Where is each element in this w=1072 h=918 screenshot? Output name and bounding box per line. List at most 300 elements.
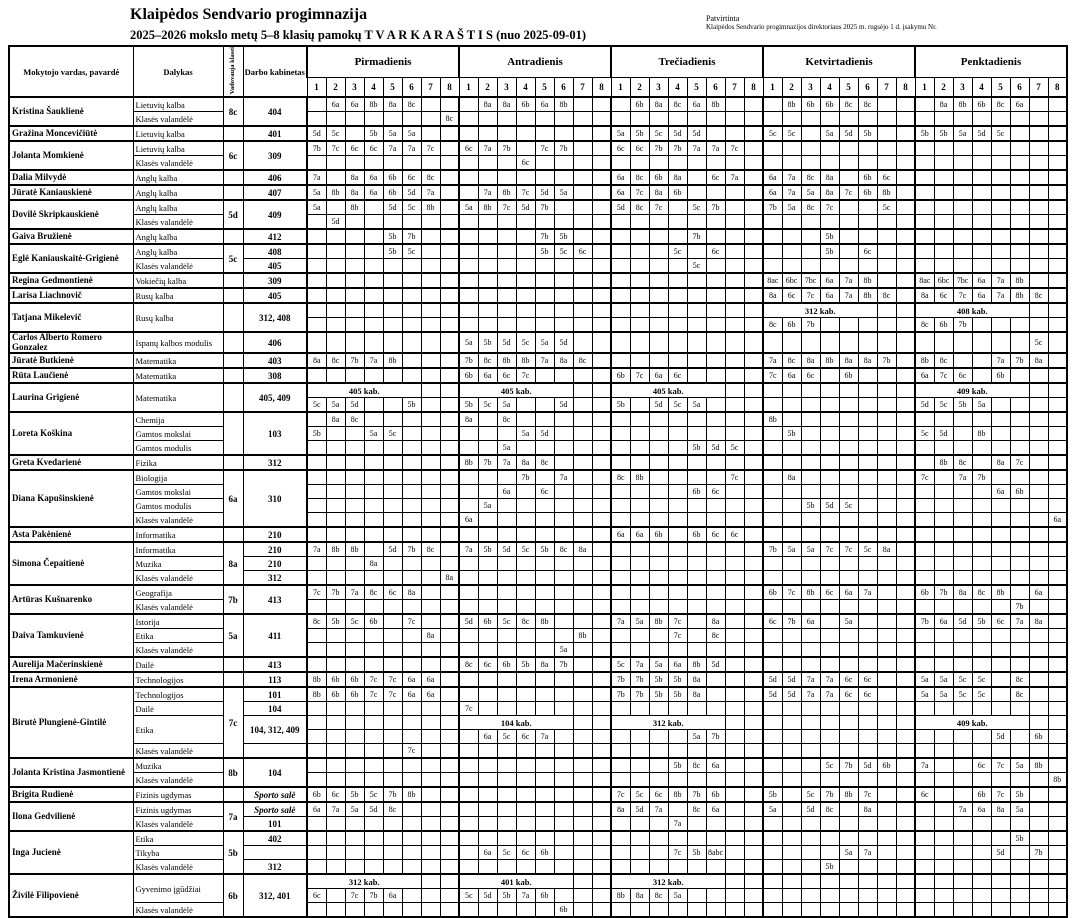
lesson-cell [1048,126,1067,141]
lesson-cell [839,716,858,730]
lesson-cell [972,185,991,200]
lesson-cell [782,744,801,759]
lesson-cell [497,318,516,333]
lesson-cell [915,485,934,499]
lesson-cell [877,860,896,875]
lesson-cell [877,427,896,441]
cabinet: 312 [243,571,307,586]
lesson-cell [478,687,497,702]
lesson-cell [592,156,611,171]
lesson-cell [516,412,535,427]
subject-name: Istorija [133,614,223,629]
lesson-cell [896,485,915,499]
lesson-cell: 5a [611,126,630,141]
lesson-cell [535,643,554,658]
lesson-cell [459,802,478,817]
lesson-cell [326,513,345,528]
lesson-cell [592,455,611,470]
lesson-cell [1029,787,1048,802]
lesson-cell [801,702,820,716]
lesson-cell [877,802,896,817]
lesson-cell [611,571,630,586]
lesson-cell [516,744,535,759]
lesson-cell [744,600,763,615]
lesson-cell [516,702,535,716]
lesson-cell: 8b [1010,288,1029,303]
lesson-cell [307,846,326,860]
lesson-cell [402,215,421,230]
lesson-cell [972,527,991,542]
lesson-cell: 7a [535,353,554,368]
lesson-cell [915,259,934,274]
lesson-cell: 6b [991,368,1010,383]
lesson-cell [554,499,573,513]
lesson-cell [782,629,801,643]
lesson-cell: 5a [497,398,516,413]
lesson-cell [592,802,611,817]
cabinet-label: 405 kab. [611,383,725,398]
lesson-cell [782,571,801,586]
lesson-cell [687,585,706,600]
lesson-cell [1010,170,1029,185]
period-header: 8 [592,78,611,98]
lesson-cell [934,802,953,817]
lesson-cell [744,730,763,744]
lesson-cell [307,273,326,288]
lesson-cell [421,215,440,230]
lesson-cell: 6c [915,787,934,802]
lesson-cell [763,557,782,571]
subject-name: Chemija [133,412,223,427]
lesson-cell [991,831,1010,846]
lesson-cell: 5b [630,126,649,141]
lesson-cell [1048,499,1067,513]
lesson-cell: 6c [991,614,1010,629]
lesson-cell [630,485,649,499]
homeroom-class [223,412,243,455]
lesson-cell [345,571,364,586]
lesson-cell [478,259,497,274]
lesson-cell [573,802,592,817]
lesson-cell [592,716,611,730]
homeroom-class: 5b [223,831,243,874]
lesson-cell [763,527,782,542]
lesson-cell [649,259,668,274]
lesson-cell [858,513,877,528]
lesson-cell [573,455,592,470]
lesson-cell [896,215,915,230]
lesson-cell [1048,185,1067,200]
cabinet: 402 [243,831,307,846]
lesson-cell: 5d [383,542,402,557]
lesson-cell [592,527,611,542]
lesson-cell [554,802,573,817]
lesson-cell: 5a [497,441,516,456]
lesson-cell [991,156,1010,171]
lesson-cell [801,126,820,141]
lesson-cell [991,427,1010,441]
lesson-cell [364,831,383,846]
lesson-cell [592,672,611,687]
lesson-cell [440,229,459,244]
lesson-cell: 7c [991,758,1010,773]
period-header: 4 [820,78,839,98]
lesson-cell [858,259,877,274]
lesson-cell: 7a [858,585,877,600]
lesson-cell [573,571,592,586]
lesson-cell [459,97,478,112]
teacher-name: Greta Kvedarienė [9,455,133,470]
lesson-cell [573,485,592,499]
lesson-cell [307,600,326,615]
lesson-cell [991,657,1010,672]
lesson-cell: 7a [459,542,478,557]
lesson-cell [402,527,421,542]
subject-name: Matematika [133,368,223,383]
lesson-cell [725,787,744,802]
lesson-cell [516,441,535,456]
lesson-cell: 5a [953,126,972,141]
lesson-cell: 6a [839,585,858,600]
lesson-cell [459,112,478,127]
lesson-cell: 5a [459,200,478,215]
lesson-cell: 8c [459,657,478,672]
lesson-cell [915,332,934,353]
lesson-cell: 5b [459,398,478,413]
lesson-cell [478,412,497,427]
lesson-cell: 6bc [782,273,801,288]
lesson-cell: 5d [839,126,858,141]
lesson-cell [896,383,915,398]
lesson-cell [459,126,478,141]
lesson-cell [744,744,763,759]
lesson-cell [801,629,820,643]
lesson-cell [307,303,326,318]
lesson-cell [459,600,478,615]
lesson-cell [592,318,611,333]
lesson-cell [535,527,554,542]
lesson-cell [896,716,915,730]
lesson-cell [801,455,820,470]
lesson-cell [744,215,763,230]
lesson-cell [744,427,763,441]
lesson-cell [535,156,554,171]
lesson-cell [706,817,725,832]
lesson-cell [972,571,991,586]
lesson-cell [649,730,668,744]
lesson-cell: 6b [630,97,649,112]
lesson-cell [573,903,592,918]
lesson-cell [592,557,611,571]
lesson-cell: 7a [307,542,326,557]
lesson-cell: 5b [820,229,839,244]
lesson-cell [307,215,326,230]
lesson-cell: 8b [820,353,839,368]
lesson-cell [364,156,383,171]
lesson-cell: 5c [497,614,516,629]
lesson-cell [1029,318,1048,333]
lesson-cell [687,860,706,875]
lesson-cell: 6b [687,527,706,542]
lesson-cell: 5c [934,398,953,413]
lesson-cell [592,353,611,368]
lesson-cell [839,527,858,542]
lesson-cell [326,860,345,875]
lesson-cell [820,259,839,274]
cabinet: 312, 401 [243,874,307,917]
lesson-cell [459,903,478,918]
lesson-cell: 5c [326,126,345,141]
lesson-cell [744,353,763,368]
lesson-cell [972,259,991,274]
lesson-cell [782,485,801,499]
period-header: 3 [497,78,516,98]
lesson-cell [611,112,630,127]
lesson-cell [896,557,915,571]
lesson-cell [364,773,383,788]
lesson-cell [421,889,440,903]
lesson-cell [725,112,744,127]
lesson-cell: 5a [839,846,858,860]
lesson-cell [611,817,630,832]
lesson-cell [421,557,440,571]
subject-name: Klasės valandėlė [133,817,223,832]
lesson-cell [440,141,459,156]
lesson-cell [1048,441,1067,456]
lesson-cell: 7c [345,889,364,903]
lesson-cell [1048,427,1067,441]
lesson-cell [573,831,592,846]
lesson-cell: 7a [497,455,516,470]
lesson-cell: 6a [915,368,934,383]
lesson-cell: 8c [687,758,706,773]
teacher-name: Jolanta Momkienė [9,141,133,170]
col-header-class: Vadovauja klasei [223,46,243,97]
subject-name: Klasės valandėlė [133,571,223,586]
lesson-cell [896,903,915,918]
approval-line1: Patvirtinta [706,14,740,23]
lesson-cell: 8c [668,97,687,112]
lesson-cell: 8c [782,353,801,368]
lesson-cell [649,455,668,470]
lesson-cell [991,318,1010,333]
lesson-cell [326,716,345,730]
lesson-cell [782,332,801,353]
lesson-cell: 8b [649,614,668,629]
lesson-cell [516,643,535,658]
teacher-name: Gaiva Bružienė [9,229,133,244]
lesson-cell [687,499,706,513]
lesson-cell [725,600,744,615]
lesson-cell: 8a [649,97,668,112]
title-block [130,6,586,43]
lesson-cell [535,787,554,802]
lesson-cell [592,874,611,889]
lesson-cell [440,126,459,141]
lesson-cell [858,744,877,759]
lesson-cell [383,470,402,485]
lesson-cell [345,758,364,773]
lesson-cell [744,687,763,702]
lesson-cell [1029,398,1048,413]
lesson-cell [915,112,934,127]
lesson-cell [896,629,915,643]
lesson-cell [592,441,611,456]
lesson-cell [1010,702,1029,716]
lesson-cell [1029,672,1048,687]
lesson-cell [915,629,934,643]
lesson-cell [440,557,459,571]
lesson-cell [782,527,801,542]
teacher-name: Živilė Filipovienė [9,874,133,917]
lesson-cell [725,288,744,303]
lesson-cell [725,585,744,600]
cabinet-label: 312 kab. [611,874,725,889]
lesson-cell [820,773,839,788]
lesson-cell: 5c [953,687,972,702]
lesson-cell: 5c [877,200,896,215]
lesson-cell [383,527,402,542]
lesson-cell [972,889,991,903]
lesson-cell [839,141,858,156]
lesson-cell [307,368,326,383]
lesson-cell [1048,672,1067,687]
lesson-cell [858,455,877,470]
lesson-cell [478,273,497,288]
lesson-cell [953,600,972,615]
lesson-cell [953,441,972,456]
lesson-cell: 7c [421,141,440,156]
lesson-cell [307,557,326,571]
lesson-cell [592,643,611,658]
lesson-cell [307,318,326,333]
lesson-cell [364,730,383,744]
period-header: 1 [459,78,478,98]
period-header: 7 [421,78,440,98]
lesson-cell [668,542,687,557]
cabinet: 309 [243,273,307,288]
lesson-cell [687,470,706,485]
lesson-cell [896,353,915,368]
lesson-cell [1029,499,1048,513]
teacher-name: Tatjana Mikelevič [9,303,133,332]
lesson-cell: 8a [383,97,402,112]
lesson-cell [839,441,858,456]
lesson-cell [896,441,915,456]
lesson-cell [934,244,953,259]
lesson-cell [383,215,402,230]
lesson-cell [839,657,858,672]
lesson-cell [706,259,725,274]
cabinet: 405 [243,288,307,303]
lesson-cell [801,846,820,860]
subject-name: Dailė [133,702,223,716]
lesson-cell [877,485,896,499]
lesson-cell [896,398,915,413]
lesson-cell [839,889,858,903]
lesson-cell [535,600,554,615]
lesson-cell [402,470,421,485]
lesson-cell [839,332,858,353]
lesson-cell [554,773,573,788]
lesson-cell [915,156,934,171]
lesson-cell [573,303,592,318]
lesson-cell [364,303,383,318]
subject-name: Rusų kalba [133,288,223,303]
lesson-cell: 5b [858,126,877,141]
lesson-cell: 8c [1029,288,1048,303]
lesson-cell [554,200,573,215]
lesson-cell [706,585,725,600]
lesson-cell [421,730,440,744]
lesson-cell [592,244,611,259]
lesson-cell [953,170,972,185]
lesson-cell [782,730,801,744]
lesson-cell [1048,318,1067,333]
lesson-cell [459,860,478,875]
lesson-cell [478,527,497,542]
lesson-cell [516,398,535,413]
lesson-cell [421,485,440,499]
lesson-cell [896,97,915,112]
lesson-cell [592,542,611,557]
lesson-cell [1010,542,1029,557]
lesson-cell: 8b [630,470,649,485]
lesson-cell [934,485,953,499]
lesson-cell: 5a [782,542,801,557]
lesson-cell [649,744,668,759]
lesson-cell [383,773,402,788]
cabinet: 104 [243,702,307,716]
lesson-cell [725,97,744,112]
lesson-cell: 6c [763,614,782,629]
lesson-cell [687,643,706,658]
cabinet-label: 405 kab. [459,383,573,398]
lesson-cell [1048,687,1067,702]
lesson-cell [763,112,782,127]
lesson-cell [364,657,383,672]
lesson-cell: 6b [649,527,668,542]
lesson-cell [801,643,820,658]
lesson-cell [744,614,763,629]
lesson-cell [459,259,478,274]
lesson-cell [877,787,896,802]
lesson-cell [421,758,440,773]
lesson-cell [725,318,744,333]
lesson-cell: 5c [630,787,649,802]
lesson-cell [497,687,516,702]
lesson-cell [839,485,858,499]
lesson-cell [421,600,440,615]
lesson-cell [573,773,592,788]
subject-name: Klasės valandėlė [133,744,223,759]
lesson-cell [573,860,592,875]
lesson-cell [364,470,383,485]
lesson-cell [991,817,1010,832]
lesson-cell [668,860,687,875]
lesson-cell [478,571,497,586]
homeroom-class: 7b [223,585,243,614]
lesson-cell: 6c [649,787,668,802]
lesson-cell [535,571,554,586]
lesson-cell [592,273,611,288]
lesson-cell [820,846,839,860]
lesson-cell [402,441,421,456]
lesson-cell [972,441,991,456]
lesson-cell [459,427,478,441]
lesson-cell [858,643,877,658]
lesson-cell: 5a [402,126,421,141]
